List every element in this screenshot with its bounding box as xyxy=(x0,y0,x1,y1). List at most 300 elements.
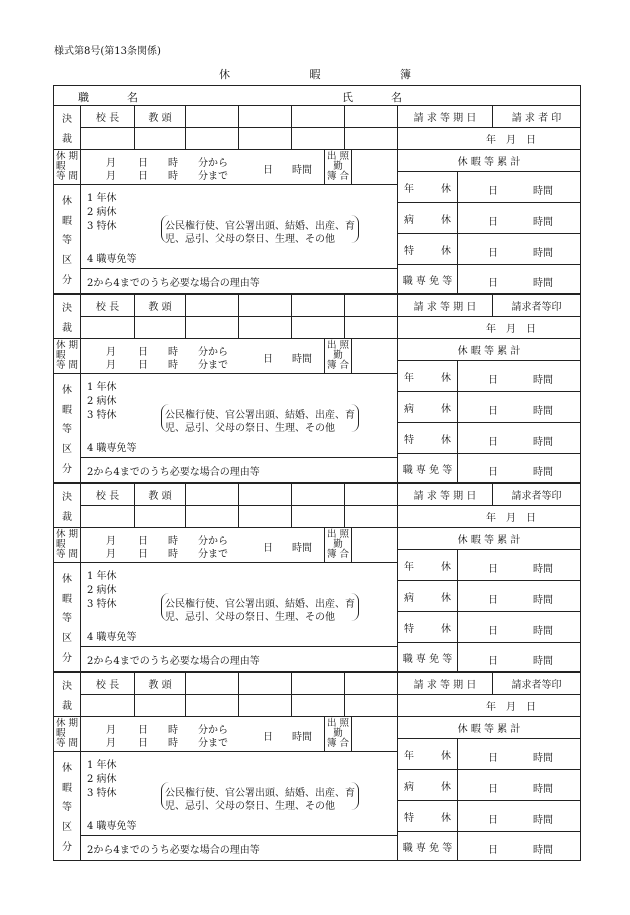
attendance-label-line: 勤 xyxy=(333,161,343,172)
tally-char: 病 xyxy=(404,214,414,226)
category-char: 区 xyxy=(62,255,72,267)
period-label-line: 休 期 xyxy=(56,718,79,729)
attendance-label-line: 簿 合 xyxy=(326,360,350,371)
approval-stamp-box[interactable] xyxy=(186,695,239,717)
special-reasons-line: 児、忌引、父母の祭日、生理、その他 xyxy=(165,612,335,623)
day-unit: 日 xyxy=(488,467,498,478)
option-sick-leave: 2 病休 xyxy=(87,396,117,407)
tally-value-field[interactable] xyxy=(458,423,580,454)
principal-label: 校 長 xyxy=(81,484,135,506)
total-hours: 時間 xyxy=(292,354,312,365)
to-minute: 分まで xyxy=(198,171,228,182)
total-hours: 時間 xyxy=(292,732,312,743)
period-label-line: 等 間 xyxy=(56,171,79,182)
approval-stamp-box[interactable] xyxy=(345,695,398,717)
approval-stamp-box[interactable] xyxy=(345,673,398,695)
attendance-label-line: 出 照 xyxy=(326,718,350,729)
period-label-line: 休 期 xyxy=(56,340,79,351)
day-unit: 日 xyxy=(488,375,498,386)
tally-char: 休 xyxy=(441,245,451,257)
form-caption: 様式第8号(第13条関係) xyxy=(54,46,161,57)
attendance-label-line: 簿 合 xyxy=(326,738,350,749)
total-day: 日 xyxy=(263,543,273,554)
duty-exemption-field[interactable] xyxy=(458,454,580,482)
approval-label xyxy=(54,106,81,150)
to-hour: 時 xyxy=(168,171,178,182)
approval-stamp-box[interactable] xyxy=(135,506,186,528)
period-label-line: 等 間 xyxy=(56,549,79,560)
hour-unit: 時間 xyxy=(533,564,553,575)
reason-field[interactable]: 2から4までのうち必要な場合の理由等 xyxy=(81,269,398,293)
tally-value-field[interactable] xyxy=(458,801,580,832)
hour-unit: 時間 xyxy=(533,217,553,228)
category-char: 等 xyxy=(62,802,72,814)
tally-char: 休 xyxy=(441,214,451,226)
hour-unit: 時間 xyxy=(533,784,553,795)
from-hour: 時 xyxy=(168,158,178,169)
period-label-line: 暇 xyxy=(56,728,66,739)
approval-stamp-box[interactable] xyxy=(239,295,292,317)
category-char: 区 xyxy=(62,822,72,834)
form-header xyxy=(54,86,580,106)
principal-label: 校 長 xyxy=(81,295,135,317)
option-special-leave: 3 特休 xyxy=(87,788,117,799)
requester-seal-label: 請求者等印 xyxy=(493,673,580,695)
period-label-line: 暇 xyxy=(56,161,66,172)
day-unit: 日 xyxy=(488,595,498,606)
approval-char: 裁 xyxy=(62,134,72,145)
approval-stamp-box[interactable] xyxy=(186,106,239,128)
approval-label xyxy=(54,484,81,528)
total-day: 日 xyxy=(263,165,273,176)
approval-char: 決 xyxy=(62,492,72,503)
approval-char: 裁 xyxy=(62,701,72,712)
tally-type-label xyxy=(398,581,458,612)
vice-principal-label: 教 頭 xyxy=(135,484,186,506)
request-date-field[interactable]: 年 月 日 xyxy=(398,317,580,339)
leave-category-options xyxy=(81,374,398,458)
tally-char: 休 xyxy=(441,561,451,573)
approval-label-text xyxy=(62,108,72,148)
day-unit: 日 xyxy=(488,564,498,575)
tally-type-label xyxy=(398,770,458,801)
approval-stamp-box[interactable] xyxy=(186,128,239,150)
approval-stamp-box[interactable] xyxy=(292,106,345,128)
attendance-check-label xyxy=(325,150,352,185)
approval-stamp-box[interactable] xyxy=(239,506,292,528)
tally-char: 病 xyxy=(404,403,414,415)
to-minute: 分まで xyxy=(198,360,228,371)
period-label-line: 等 間 xyxy=(56,360,79,371)
option-sick-leave: 2 病休 xyxy=(87,207,117,218)
tally-type-label xyxy=(398,234,458,265)
category-label-text xyxy=(62,190,72,288)
option-annual-leave: 1 年休 xyxy=(87,571,117,582)
category-char: 休 xyxy=(62,196,72,208)
special-reasons-line: 公民権行使、官公署出頭、結婚、出産、育 xyxy=(165,599,355,610)
approval-stamp-box[interactable] xyxy=(239,317,292,339)
request-date-label: 請 求 等 期 日 xyxy=(398,106,493,128)
leave-total-header: 休 暇 等 累 計 xyxy=(398,717,580,739)
leave-period-label xyxy=(54,717,81,752)
tally-value-field[interactable] xyxy=(458,392,580,423)
position-label: 職 名 xyxy=(78,91,138,104)
attendance-check-label xyxy=(325,339,352,374)
category-char: 暇 xyxy=(62,215,72,227)
record-block xyxy=(54,293,580,482)
attendance-check-box[interactable] xyxy=(352,150,398,185)
tally-char: 特 xyxy=(404,812,414,824)
hour-unit: 時間 xyxy=(533,375,553,386)
special-reasons-line: 公民権行使、官公署出頭、結婚、出産、育 xyxy=(165,221,355,232)
special-reasons-line: 公民権行使、官公署出頭、結婚、出産、育 xyxy=(165,788,355,799)
from-month: 月 xyxy=(106,158,116,169)
duty-exemption-field[interactable] xyxy=(458,832,580,860)
approval-stamp-box[interactable] xyxy=(292,317,345,339)
hour-unit: 時間 xyxy=(533,595,553,606)
approval-stamp-box[interactable] xyxy=(292,673,345,695)
from-month: 月 xyxy=(106,725,116,736)
leave-category-label xyxy=(54,752,81,860)
duty-exemption-label: 職 専 免 等 xyxy=(398,454,458,482)
tally-value-field[interactable] xyxy=(458,612,580,643)
approval-stamp-box[interactable] xyxy=(292,695,345,717)
leave-total-header: 休 暇 等 累 計 xyxy=(398,528,580,550)
category-char: 分 xyxy=(62,463,72,475)
approval-stamp-box[interactable] xyxy=(81,695,135,717)
tally-char: 年 xyxy=(404,372,414,384)
leave-category-label xyxy=(54,185,81,293)
tally-char: 病 xyxy=(404,592,414,604)
requester-seal-label: 請求者等印 xyxy=(493,295,580,317)
special-reasons-line: 児、忌引、父母の祭日、生理、その他 xyxy=(165,423,335,434)
duty-exemption-field[interactable] xyxy=(458,643,580,671)
option-special-leave: 3 特休 xyxy=(87,410,117,421)
approval-char: 決 xyxy=(62,303,72,314)
tally-value-field[interactable] xyxy=(458,770,580,801)
attendance-check-box[interactable] xyxy=(352,717,398,752)
day-unit: 日 xyxy=(488,186,498,197)
day-unit: 日 xyxy=(488,278,498,289)
tally-type-label xyxy=(398,203,458,234)
record-block xyxy=(54,482,580,671)
tally-type-label xyxy=(398,739,458,770)
attendance-label-line: 出 照 xyxy=(326,340,350,351)
category-label-text xyxy=(62,379,72,477)
leave-period-field[interactable] xyxy=(81,339,325,374)
title-char: 暇 xyxy=(309,68,321,81)
approval-stamp-box[interactable] xyxy=(239,484,292,506)
option-duty-exemption: 4 職専免等 xyxy=(87,821,137,832)
total-hours: 時間 xyxy=(292,543,312,554)
requester-seal-label: 請求者等印 xyxy=(493,484,580,506)
special-reasons-line: 児、忌引、父母の祭日、生理、その他 xyxy=(165,801,335,812)
hour-unit: 時間 xyxy=(533,437,553,448)
leave-total-header: 休 暇 等 累 計 xyxy=(398,339,580,361)
principal-label: 校 長 xyxy=(81,106,135,128)
tally-char: 休 xyxy=(441,623,451,635)
approval-stamp-box[interactable] xyxy=(292,295,345,317)
tally-type-label xyxy=(398,172,458,203)
approval-stamp-box[interactable] xyxy=(81,128,135,150)
category-char: 等 xyxy=(62,235,72,247)
tally-char: 休 xyxy=(441,372,451,384)
hour-unit: 時間 xyxy=(533,186,553,197)
leave-category-label xyxy=(54,563,81,671)
special-reasons-line: 児、忌引、父母の祭日、生理、その他 xyxy=(165,234,335,245)
period-label-line: 暇 xyxy=(56,350,66,361)
from-minute: 分から xyxy=(198,158,228,169)
approval-char: 決 xyxy=(62,681,72,692)
tally-char: 休 xyxy=(441,781,451,793)
to-hour: 時 xyxy=(168,549,178,560)
from-month: 月 xyxy=(106,536,116,547)
tally-type-label xyxy=(398,550,458,581)
category-char: 区 xyxy=(62,633,72,645)
tally-type-label xyxy=(398,423,458,454)
from-day: 日 xyxy=(138,725,148,736)
category-char: 分 xyxy=(62,652,72,664)
approval-stamp-box[interactable] xyxy=(345,317,398,339)
day-unit: 日 xyxy=(488,248,498,259)
leave-period-label xyxy=(54,528,81,563)
name-label: 氏 名 xyxy=(342,91,402,104)
to-month: 月 xyxy=(106,171,116,182)
period-label-line: 休 期 xyxy=(56,151,79,162)
hour-unit: 時間 xyxy=(533,406,553,417)
to-hour: 時 xyxy=(168,738,178,749)
attendance-label-line: 出 照 xyxy=(326,529,350,540)
from-minute: 分から xyxy=(198,536,228,547)
reason-field[interactable]: 2から4までのうち必要な場合の理由等 xyxy=(81,836,398,860)
tally-type-label xyxy=(398,361,458,392)
hour-unit: 時間 xyxy=(533,278,553,289)
to-day: 日 xyxy=(138,738,148,749)
approval-stamp-box[interactable] xyxy=(186,317,239,339)
to-minute: 分まで xyxy=(198,549,228,560)
from-day: 日 xyxy=(138,536,148,547)
attendance-check-box[interactable] xyxy=(352,528,398,563)
approval-stamp-box[interactable] xyxy=(135,695,186,717)
approval-stamp-box[interactable] xyxy=(135,317,186,339)
attendance-label-line: 出 照 xyxy=(326,151,350,162)
request-date-field[interactable]: 年 月 日 xyxy=(398,506,580,528)
leave-category-options xyxy=(81,752,398,836)
attendance-label-line: 簿 合 xyxy=(326,549,350,560)
day-unit: 日 xyxy=(488,784,498,795)
record-block xyxy=(54,106,580,293)
tally-char: 休 xyxy=(441,812,451,824)
hour-unit: 時間 xyxy=(533,626,553,637)
option-sick-leave: 2 病休 xyxy=(87,774,117,785)
hour-unit: 時間 xyxy=(533,845,553,856)
category-label-text xyxy=(62,568,72,666)
to-day: 日 xyxy=(138,360,148,371)
option-sick-leave: 2 病休 xyxy=(87,585,117,596)
tally-type-label xyxy=(398,801,458,832)
tally-char: 休 xyxy=(441,183,451,195)
title-char: 休 xyxy=(219,68,230,81)
leave-period-label xyxy=(54,339,81,374)
leave-category-options xyxy=(81,563,398,647)
approval-char: 裁 xyxy=(62,512,72,523)
duty-exemption-field[interactable] xyxy=(458,265,580,293)
approval-stamp-box[interactable] xyxy=(239,106,292,128)
approval-stamp-box[interactable] xyxy=(292,484,345,506)
day-unit: 日 xyxy=(488,406,498,417)
day-unit: 日 xyxy=(488,845,498,856)
tally-char: 年 xyxy=(404,561,414,573)
record-blocks xyxy=(54,106,580,860)
request-date-label: 請 求 等 期 日 xyxy=(398,484,493,506)
request-date-field[interactable]: 年 月 日 xyxy=(398,128,580,150)
tally-char: 休 xyxy=(441,592,451,604)
to-month: 月 xyxy=(106,360,116,371)
from-day: 日 xyxy=(138,158,148,169)
period-label-line: 等 間 xyxy=(56,738,79,749)
day-unit: 日 xyxy=(488,656,498,667)
from-hour: 時 xyxy=(168,725,178,736)
vice-principal-label: 教 頭 xyxy=(135,295,186,317)
leave-period-field[interactable] xyxy=(81,528,325,563)
request-date-field[interactable]: 年 月 日 xyxy=(398,695,580,717)
leave-period-field[interactable] xyxy=(81,150,325,185)
approval-label-text xyxy=(62,486,72,526)
hour-unit: 時間 xyxy=(533,248,553,259)
tally-char: 特 xyxy=(404,245,414,257)
approval-char: 裁 xyxy=(62,323,72,334)
approval-stamp-box[interactable] xyxy=(186,295,239,317)
attendance-label-line: 勤 xyxy=(333,539,343,550)
duty-exemption-label: 職 専 免 等 xyxy=(398,265,458,293)
approval-stamp-box[interactable] xyxy=(81,506,135,528)
option-duty-exemption: 4 職専免等 xyxy=(87,443,137,454)
category-char: 暇 xyxy=(62,404,72,416)
attendance-label-line: 勤 xyxy=(333,728,343,739)
reason-field[interactable]: 2から4までのうち必要な場合の理由等 xyxy=(81,647,398,671)
category-label-text xyxy=(62,757,72,855)
category-char: 休 xyxy=(62,574,72,586)
approval-stamp-box[interactable] xyxy=(186,484,239,506)
from-minute: 分から xyxy=(198,725,228,736)
tally-char: 病 xyxy=(404,781,414,793)
from-day: 日 xyxy=(138,347,148,358)
record-block xyxy=(54,671,580,860)
category-char: 暇 xyxy=(62,593,72,605)
approval-stamp-box[interactable] xyxy=(186,673,239,695)
category-char: 休 xyxy=(62,385,72,397)
to-month: 月 xyxy=(106,549,116,560)
category-char: 休 xyxy=(62,763,72,775)
approval-stamp-box[interactable] xyxy=(345,106,398,128)
category-char: 分 xyxy=(62,274,72,286)
special-reasons-line: 公民権行使、官公署出頭、結婚、出産、育 xyxy=(165,410,355,421)
approval-stamp-box[interactable] xyxy=(292,506,345,528)
approval-stamp-box[interactable] xyxy=(239,695,292,717)
duty-exemption-label: 職 専 免 等 xyxy=(398,832,458,860)
hour-unit: 時間 xyxy=(533,467,553,478)
option-duty-exemption: 4 職専免等 xyxy=(87,632,137,643)
reason-field[interactable]: 2から4までのうち必要な場合の理由等 xyxy=(81,458,398,482)
title-char: 簿 xyxy=(400,68,411,81)
duty-exemption-label: 職 専 免 等 xyxy=(398,643,458,671)
approval-stamp-box[interactable] xyxy=(345,295,398,317)
approval-char: 決 xyxy=(62,114,72,125)
tally-char: 特 xyxy=(404,434,414,446)
vice-principal-label: 教 頭 xyxy=(135,106,186,128)
tally-value-field[interactable] xyxy=(458,550,580,581)
day-unit: 日 xyxy=(488,626,498,637)
approval-stamp-box[interactable] xyxy=(345,484,398,506)
tally-value-field[interactable] xyxy=(458,739,580,770)
from-minute: 分から xyxy=(198,347,228,358)
approval-label-text xyxy=(62,675,72,715)
principal-label: 校 長 xyxy=(81,673,135,695)
option-annual-leave: 1 年休 xyxy=(87,760,117,771)
total-hours: 時間 xyxy=(292,165,312,176)
tally-value-field[interactable] xyxy=(458,581,580,612)
tally-value-field[interactable] xyxy=(458,172,580,203)
approval-stamp-box[interactable] xyxy=(239,673,292,695)
attendance-check-label xyxy=(325,717,352,752)
leave-period-field[interactable] xyxy=(81,717,325,752)
hour-unit: 時間 xyxy=(533,815,553,826)
leave-category-label xyxy=(54,374,81,482)
tally-char: 休 xyxy=(441,403,451,415)
vice-principal-label: 教 頭 xyxy=(135,673,186,695)
day-unit: 日 xyxy=(488,217,498,228)
day-unit: 日 xyxy=(488,437,498,448)
approval-stamp-box[interactable] xyxy=(186,506,239,528)
approval-stamp-box[interactable] xyxy=(135,128,186,150)
tally-value-field[interactable] xyxy=(458,203,580,234)
option-annual-leave: 1 年休 xyxy=(87,382,117,393)
tally-type-label xyxy=(398,612,458,643)
to-month: 月 xyxy=(106,738,116,749)
page-title xyxy=(0,66,630,82)
approval-stamp-box[interactable] xyxy=(345,128,398,150)
tally-value-field[interactable] xyxy=(458,361,580,392)
option-special-leave: 3 特休 xyxy=(87,599,117,610)
category-char: 等 xyxy=(62,613,72,625)
tally-char: 休 xyxy=(441,750,451,762)
total-day: 日 xyxy=(263,732,273,743)
category-char: 等 xyxy=(62,424,72,436)
tally-char: 年 xyxy=(404,750,414,762)
tally-char: 休 xyxy=(441,434,451,446)
from-hour: 時 xyxy=(168,536,178,547)
to-hour: 時 xyxy=(168,360,178,371)
approval-label xyxy=(54,295,81,339)
approval-label xyxy=(54,673,81,717)
approval-stamp-box[interactable] xyxy=(292,128,345,150)
approval-stamp-box[interactable] xyxy=(239,128,292,150)
request-date-label: 請 求 等 期 日 xyxy=(398,673,493,695)
to-day: 日 xyxy=(138,549,148,560)
period-label-line: 休 期 xyxy=(56,529,79,540)
approval-stamp-box[interactable] xyxy=(81,317,135,339)
hour-unit: 時間 xyxy=(533,753,553,764)
option-special-leave: 3 特休 xyxy=(87,221,117,232)
tally-value-field[interactable] xyxy=(458,234,580,265)
leave-total-header: 休 暇 等 累 計 xyxy=(398,150,580,172)
approval-label-text xyxy=(62,297,72,337)
approval-stamp-box[interactable] xyxy=(345,506,398,528)
day-unit: 日 xyxy=(488,815,498,826)
request-date-label: 請 求 等 期 日 xyxy=(398,295,493,317)
day-unit: 日 xyxy=(488,753,498,764)
attendance-check-box[interactable] xyxy=(352,339,398,374)
